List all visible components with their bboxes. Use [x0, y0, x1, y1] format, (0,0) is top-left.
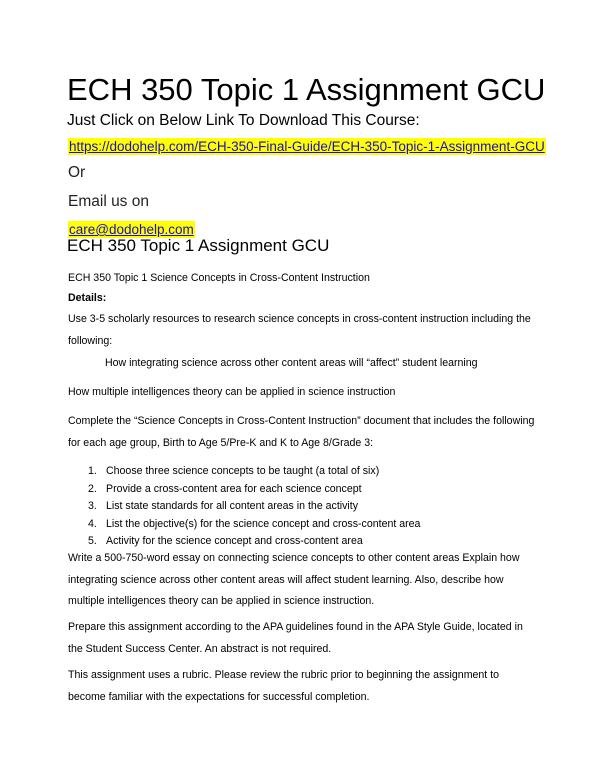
multiple-intelligences-text: How multiple intelligences theory can be applied in science instruction	[68, 386, 396, 398]
list-item	[68, 481, 420, 499]
indented-point: How integrating science across other content areas will “affect” student learning	[105, 357, 478, 369]
email-link[interactable]: care@dodohelp.com	[69, 222, 194, 237]
complete-document-paragraph: Complete the “Science Concepts in Cross-Content Instruction” document that includes the following for each age group, Birth to Age 5/Pre-K and K to Age 8/Grade 3:	[68, 415, 535, 449]
list-item	[68, 498, 420, 516]
or-text: Or	[68, 164, 86, 181]
email-label: Email us on	[68, 193, 149, 210]
details-label: Details:	[68, 292, 107, 304]
list-item-text: Provide a cross-content area for each science concept	[106, 482, 362, 495]
assignment-name: ECH 350 Topic 1 Science Concepts in Cross-Content Instruction	[68, 272, 370, 284]
list-item-number: 2.	[88, 482, 97, 495]
list-item-number: 1.	[88, 465, 97, 477]
download-lead-text: Just Click on Below Link To Download This Course:	[67, 112, 420, 129]
apa-paragraph: Prepare this assignment according to the APA guidelines found in the APA Style Guide, located in the Student Success Center. An abstract is not required.	[68, 621, 523, 655]
list-item	[68, 463, 420, 481]
rubric-paragraph: This assignment uses a rubric. Please review the rubric prior to beginning the assignment to become familiar with the expectations for successful completion.	[68, 669, 500, 703]
download-link[interactable]: https://dodohelp.com/ECH-350-Final-Guide/ECH-350-Topic-1-Assignment-GCU	[69, 139, 545, 154]
list-item-number: 3.	[88, 500, 97, 512]
list-item-number: 4.	[88, 517, 97, 530]
list-item-text: Choose three science concepts to be taught (a total of six)	[106, 465, 380, 477]
page-title: ECH 350 Topic 1 Assignment GCU	[67, 72, 546, 107]
list-item-text: List the objective(s) for the science concept and cross-content area	[106, 517, 421, 530]
task-list	[68, 463, 420, 551]
section-title: ECH 350 Topic 1 Assignment GCU	[67, 236, 330, 255]
list-item	[68, 516, 420, 534]
intro-paragraph: Use 3-5 scholarly resources to research science concepts in cross-content instruction including the following:	[68, 313, 531, 347]
list-item-text: List state standards for all content areas in the activity	[106, 500, 359, 512]
essay-paragraph: Write a 500-750-word essay on connecting science concepts to other content areas Explain how integrating science across other content areas will affect student learning. Also, describe how multiple intelligences theory can be applied in science instruction.	[68, 552, 520, 607]
list-item-text: Activity for the science concept and cross-content area	[106, 535, 363, 547]
list-item-number: 5.	[88, 535, 97, 547]
